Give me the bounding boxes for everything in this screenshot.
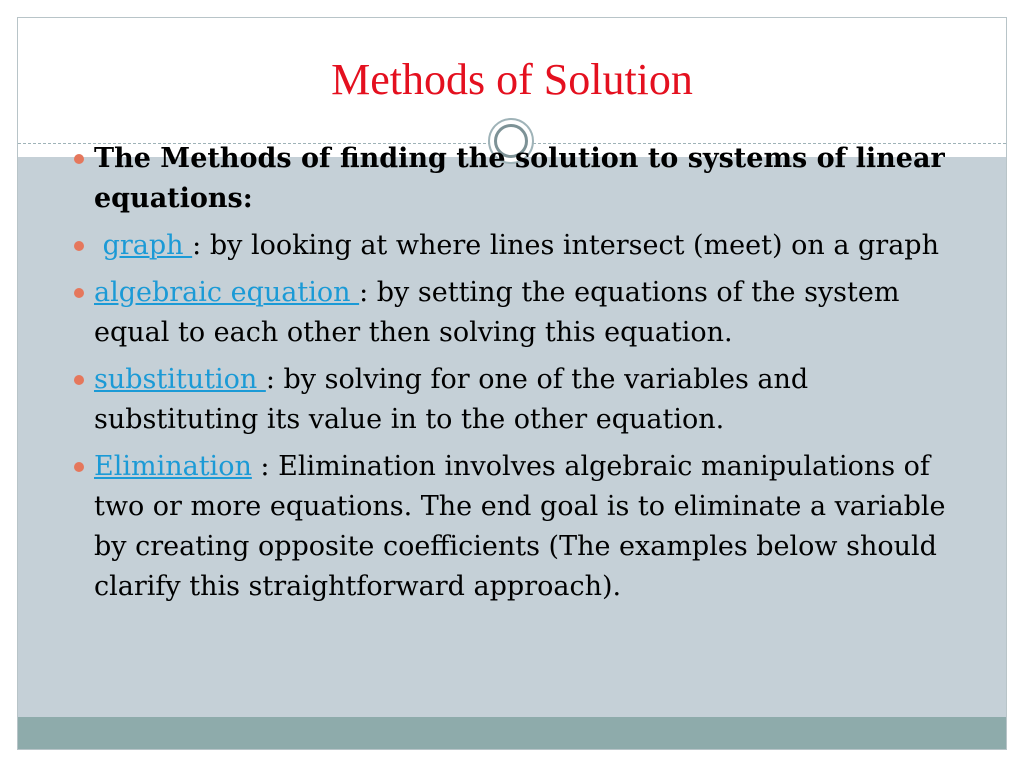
round-bullet-icon [74,154,84,164]
round-bullet-icon [74,462,84,472]
intro-text: The Methods of finding the solution to systems of linear equations: [94,143,945,214]
list-item-intro [76,139,966,219]
round-bullet-icon [74,241,84,251]
substitution-description: : by solving for one of the variables and substituting its value in to the other equation. [94,364,809,435]
bullet-list [76,139,966,614]
list-item-graph [76,226,966,266]
list-item-substitution [76,360,966,440]
list-item-elimination [76,447,966,607]
algebraic-equation-link[interactable]: algebraic equation [94,277,360,308]
list-item-algebraic-equation [76,273,966,353]
slide-title: Methods of Solution [331,55,693,104]
algebraic-equation-description: : by setting the equations of the system equal to each other then solving this equation. [94,277,900,348]
graph-description: : by looking at where lines intersect (meet) on a graph [192,230,939,261]
elimination-link[interactable]: Elimination [94,451,252,482]
substitution-link[interactable]: substitution [94,364,266,395]
footer-band [18,717,1006,750]
slide-frame [17,17,1007,750]
elimination-description: : Elimination involves algebraic manipulations of two or more equations. The end goal is to eliminate a variable by creating opposite coefficients (The examples below should clarify this straightforward approach). [94,451,946,602]
round-bullet-icon [74,375,84,385]
round-bullet-icon [74,288,84,298]
graph-link[interactable]: graph [102,230,193,261]
